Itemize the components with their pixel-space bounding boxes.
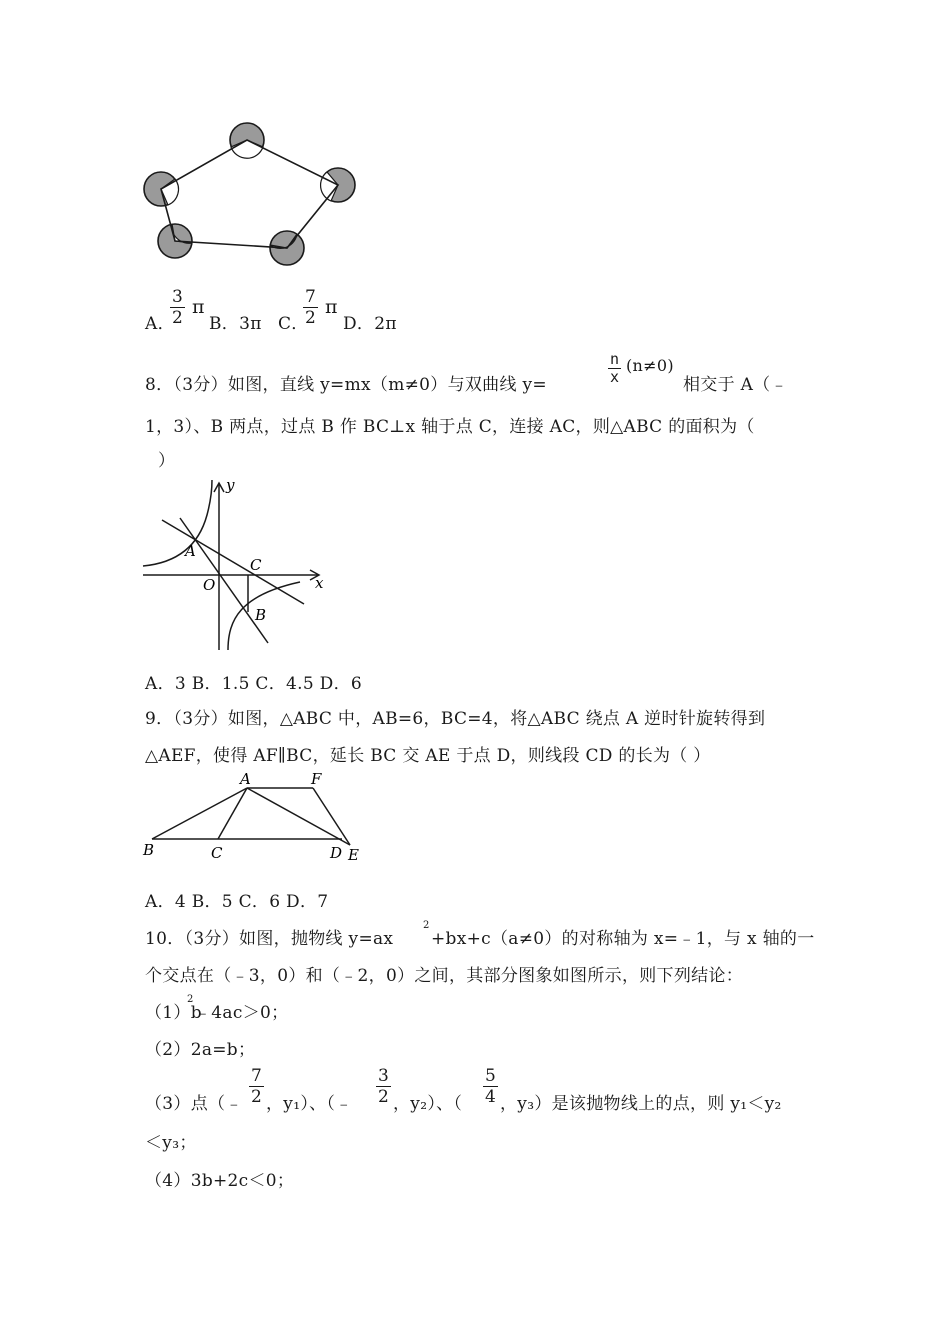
q7-option-c-label: C． xyxy=(278,314,309,334)
q7-option-d: D．2π xyxy=(343,314,397,334)
q9-label-f: F xyxy=(311,770,322,788)
q10-conclusion-1-post: ﹣4ac＞0； xyxy=(194,1003,289,1023)
q8-label-a: A xyxy=(185,542,196,560)
q9-options: A．4 B．5 C．6 D．7 xyxy=(145,892,329,912)
q9-label-e: E xyxy=(348,846,359,864)
q7-option-c-pi: π xyxy=(325,296,338,318)
q9-label-b: B xyxy=(143,841,155,859)
q10-line2: 个交点在（﹣3，0）和（﹣2，0）之间，其部分图象如图所示，则下列结论： xyxy=(145,966,744,986)
q9-label-a: A xyxy=(240,770,251,788)
q10-conclusion-4: （4）3b+2c＜0； xyxy=(145,1171,295,1191)
q10-conclusion-1-pre: （1）b xyxy=(145,1003,202,1023)
q10-conclusion-3-post: ，y₃）是该抛物线上的点，则 y₁＜y₂ xyxy=(500,1094,782,1114)
q10-f3-numerator: 5 xyxy=(485,1066,496,1086)
q10-fraction-1 xyxy=(249,1066,264,1107)
q7-a-numerator: 3 xyxy=(172,287,183,307)
q8-line2: 1，3）、B 两点，过点 B 作 BC⊥x 轴于点 C，连接 AC，则△ABC 的面积为（ xyxy=(145,417,755,437)
q7-c-numerator: 7 xyxy=(305,287,316,307)
q9-label-d: D xyxy=(330,844,343,862)
q10-conclusion-1-sup: 2 xyxy=(187,994,194,1005)
q10-conclusion-3-mid1: ，y₁）、（﹣ xyxy=(266,1094,353,1114)
q8-options: A．3 B．1.5 C．4.5 D．6 xyxy=(145,674,363,694)
q8-frac-denominator: x xyxy=(610,368,620,386)
q8-label-x: x xyxy=(315,574,324,592)
q10-f1-denominator: 2 xyxy=(251,1087,262,1107)
q9-line1: 9．（3分）如图，△ABC 中，AB=6，BC=4，将△ABC 绕点 A 逆时针旋转得到 xyxy=(145,709,766,729)
q9-label-c: C xyxy=(211,844,223,862)
q10-conclusion-3-pre: （3）点（﹣ xyxy=(145,1094,243,1114)
q8-label-b: B xyxy=(255,606,267,624)
q7-a-denominator: 2 xyxy=(172,308,183,328)
q10-f1-numerator: 7 xyxy=(251,1066,262,1086)
segment-fe xyxy=(313,788,350,845)
q8-label-y: y xyxy=(226,476,235,494)
q8-label-c: C xyxy=(250,556,262,574)
q10-f2-denominator: 2 xyxy=(378,1087,389,1107)
q10-conclusion-3-cont: ＜y₃； xyxy=(145,1133,197,1153)
q8-condition: (n≠0) xyxy=(626,356,674,375)
q10-f2-numerator: 3 xyxy=(378,1066,389,1086)
q10-line1-pre: 10．（3分）如图，抛物线 y=ax xyxy=(145,929,394,949)
q7-option-b: B．3π xyxy=(209,314,262,334)
q9-line2: △AEF，使得 AF∥BC，延长 BC 交 AE 于点 D，则线段 CD 的长为（ ） xyxy=(145,746,711,766)
q7-c-denominator: 2 xyxy=(305,308,316,328)
q8-line1-post: 相交于 A（﹣ xyxy=(683,375,788,395)
q8-line1-pre: 8．（3分）如图，直线 y=mx（m≠0）与双曲线 y= xyxy=(145,375,547,395)
q8-label-o: O xyxy=(203,576,216,594)
q10-f3-denominator: 4 xyxy=(485,1087,496,1107)
q7-option-a-pi: π xyxy=(192,296,205,318)
q10-fraction-3 xyxy=(483,1066,498,1107)
q7-option-a-label: A． xyxy=(145,314,175,334)
segment-ae xyxy=(247,788,350,845)
q8-line3: ） xyxy=(158,451,176,471)
q10-conclusion-2: （2）2a=b； xyxy=(145,1040,256,1060)
q10-fraction-2 xyxy=(376,1066,391,1107)
q10-conclusion-3-mid2: ，y₂）、（ xyxy=(393,1094,463,1114)
q8-frac-numerator: n xyxy=(610,350,620,368)
q10-line1-sup: 2 xyxy=(423,920,430,931)
q10-line1-post: +bx+c（a≠0）的对称轴为 x=﹣1，与 x 轴的一 xyxy=(431,929,815,949)
